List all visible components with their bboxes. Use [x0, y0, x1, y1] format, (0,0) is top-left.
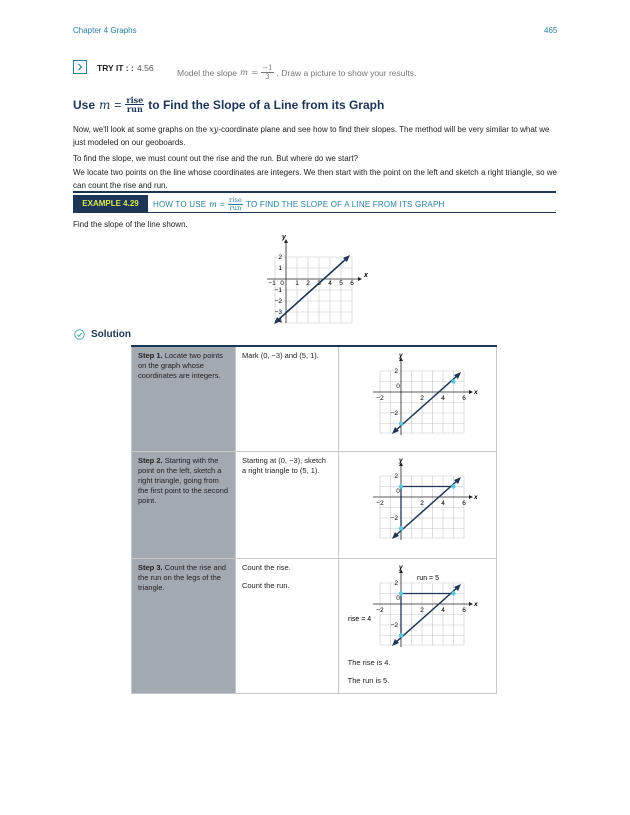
point-5-1: [451, 484, 455, 488]
step-1-y-tick: 2: [393, 368, 398, 375]
main-y-label: y: [282, 234, 286, 241]
p1-part2: -coordinate plane and see how to find their slopes. The method will be very similar to what we just modeled on our geoboards.: [73, 125, 550, 147]
main-x-tick: 1: [295, 280, 299, 287]
section-title: [73, 96, 384, 113]
solution-title: Solution: [91, 329, 131, 340]
section-frac-den: run: [126, 104, 143, 114]
point-0-neg3: [398, 421, 402, 425]
step-3-action-rise: Count the rise.: [241, 562, 291, 572]
point-0-1: [398, 484, 402, 488]
main-x-tick: 5: [339, 280, 343, 287]
step-3-line: [395, 587, 458, 643]
step-1-graph: [345, 351, 485, 436]
example-var: m: [209, 200, 218, 209]
example-how-to: HOW TO USE: [153, 200, 207, 209]
example-fraction: [228, 197, 243, 212]
step-2-text: Starting with the point on the left, sketch a right triangle, going from the first point to the second point.: [138, 455, 229, 505]
step-1-x-tick: 6: [461, 395, 466, 402]
step-3-x-tick: −2: [375, 606, 384, 614]
try-it-text-after: . Draw a picture to show your results.: [276, 67, 417, 78]
main-x-label: x: [364, 272, 368, 279]
step-1-label: Step 1.: [138, 351, 163, 360]
paragraph-2: To find the slope, we must count out the rise and the run. But where do we start?: [73, 154, 359, 163]
step-1-x-tick: 2: [419, 395, 424, 402]
step-3-action: [235, 558, 338, 693]
section-title-fraction: [125, 96, 144, 113]
step-1-x-tick: −2: [375, 395, 384, 402]
step-3-x-tick: 6: [461, 606, 466, 614]
step-3-x-label: x: [473, 600, 478, 608]
step-1-action: Mark (0, −3) and (5, 1).: [235, 346, 338, 451]
example-frac-num: rise: [228, 196, 243, 204]
main-graph: [262, 232, 370, 324]
step-1-x-label: x: [473, 389, 478, 396]
step-2-x-label: x: [473, 493, 478, 501]
step-3-y-label: y: [398, 563, 403, 571]
step-1-x-tick: 0: [395, 383, 400, 390]
p1-part1: Now, we'll look at some graphs on the: [73, 125, 208, 134]
try-it-fraction: [261, 64, 273, 81]
step-2-x-tick: −2: [375, 499, 384, 507]
try-it-number: 4.56: [137, 63, 154, 73]
try-it-expand-button[interactable]: [73, 60, 87, 74]
step-1-y-tick: −2: [390, 410, 398, 417]
step-3-x-tick: 0: [395, 594, 400, 602]
step-2-x-tick: 6: [461, 499, 466, 507]
p1-math: xy: [209, 125, 219, 134]
main-x-tick: 2: [306, 280, 310, 287]
main-y-tick: −2: [274, 298, 282, 305]
step-1-line: [395, 375, 458, 431]
paragraph-3: We locate two points on the line whose coordinates are integers. We then start with the point on the left and sketch a right triangle, so we can count the rise and run.: [73, 168, 557, 190]
table-row: [132, 346, 497, 451]
step-3-action-run: Count the run.: [241, 580, 290, 590]
step-3-x-tick: 2: [419, 606, 424, 614]
table-row: [132, 558, 497, 693]
example-label: EXAMPLE 4.29: [73, 195, 148, 212]
step-3-graph-cell: [338, 558, 496, 693]
try-it-frac-den: 3: [265, 73, 270, 81]
try-it-eq: =: [251, 67, 259, 78]
point-5-1: [451, 379, 455, 383]
main-x-arrow: [358, 277, 362, 281]
chapter-header: Chapter 4 Graphs: [73, 26, 137, 35]
section-title-use: Use: [73, 97, 96, 112]
step-1-y-label: y: [398, 352, 403, 359]
step-3-x-tick: 4: [440, 606, 445, 614]
table-row: [132, 451, 497, 558]
step-3-label: Step 3.: [138, 562, 163, 572]
example-frac-den: run: [229, 204, 242, 212]
main-x-tick: 6: [350, 280, 354, 287]
section-title-rest: to Find the Slope of a Line from its Graph: [148, 97, 385, 112]
main-y-tick: 1: [278, 265, 282, 272]
solution-steps-table: [131, 345, 497, 694]
step-2-graph: [345, 456, 485, 544]
point-0-neg3: [398, 633, 402, 637]
main-x-tick: −1: [268, 280, 276, 287]
try-it-var: m: [240, 67, 249, 78]
point-0-1: [398, 591, 402, 595]
example-title-rest: TO FIND THE SLOPE OF A LINE FROM ITS GRAPH: [246, 200, 445, 209]
run-caption: The run is 5.: [347, 675, 390, 685]
section-frac-num: rise: [126, 95, 144, 105]
step-2-description: [132, 451, 236, 558]
step-2-x-tick: 4: [440, 499, 445, 507]
main-x-ticks: [268, 280, 354, 287]
main-y-ticks: [275, 254, 283, 324]
step-1-x-tick: 4: [440, 395, 445, 402]
page-number: 465: [544, 26, 558, 35]
step-3-text: Count the rise and the run on the legs of the triangle.: [138, 562, 226, 592]
chevron-right-icon: [76, 63, 84, 71]
try-it-text-before: Model the slope: [177, 67, 238, 78]
main-x-tick: 4: [328, 280, 332, 287]
example-top-rule: [73, 191, 556, 193]
step-3-y-tick: −2: [390, 621, 398, 629]
step-2-action: Starting at (0, −3), sketch a right triangle to (5, 1).: [235, 451, 338, 558]
step-2-y-tick: −2: [390, 514, 398, 522]
example-prompt: Find the slope of the line shown.: [73, 220, 188, 229]
step-1-description: [132, 346, 236, 451]
step-3-graph: [345, 563, 485, 651]
step-2-x-tick: 0: [395, 487, 400, 495]
example-eq: =: [220, 200, 225, 209]
step-1-text: Locate two points on the graph whose coordinates are integers.: [138, 351, 224, 380]
step-2-label: Step 2.: [138, 455, 163, 465]
step-3-description: [132, 558, 236, 693]
main-y-tick: −3: [274, 309, 282, 316]
step-1-graph-cell: [338, 346, 496, 451]
check-circle-icon: [74, 329, 85, 340]
main-x-tick: 0: [280, 280, 284, 287]
example-title: [153, 197, 444, 212]
step-2-y-label: y: [398, 456, 403, 464]
main-y-tick: −1: [274, 287, 282, 294]
section-title-var: m: [99, 97, 111, 112]
try-it-label: TRY IT : :: [97, 63, 134, 73]
step-2-line: [395, 480, 458, 536]
rise-label: rise = 4: [347, 615, 371, 623]
point-0-neg3: [398, 526, 402, 530]
step-2-graph-cell: [338, 451, 496, 558]
step-2-x-tick: 2: [419, 499, 424, 507]
paragraph-1: [73, 123, 557, 149]
section-title-eq: =: [114, 97, 122, 112]
try-it-text: [177, 64, 416, 81]
rise-caption: The rise is 4.: [347, 657, 391, 667]
example-bottom-rule: [73, 212, 556, 213]
try-it-frac-num: −1: [262, 64, 273, 72]
run-label: run = 5: [416, 574, 439, 582]
step-2-y-tick: 2: [393, 472, 398, 480]
main-y-tick: 2: [278, 254, 282, 261]
point-5-1: [451, 591, 455, 595]
step-3-y-tick: 2: [393, 579, 398, 587]
